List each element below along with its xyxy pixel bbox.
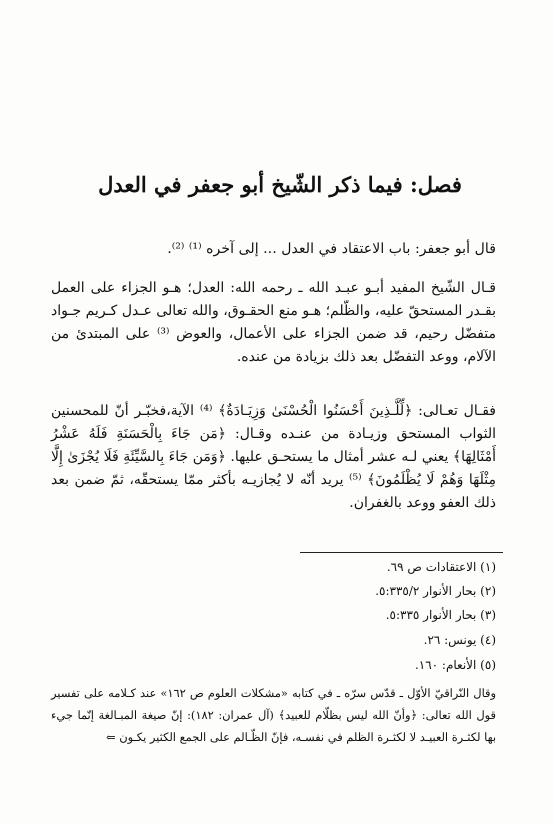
footnote-5: (٥) الأنعام: ١٦٠. (414, 658, 496, 672)
footnote-4: (٤) يونس: ٢٦. (423, 633, 496, 647)
paragraph-2: فقـال تعـالى: ﴿لِّلَّـذِينَ أَحْسَنُوا الْحُسْنَىٰ وَزِيَـادَةٌ﴾ ⁽⁴⁾ الآية،فخبّـر أنّ للمحسنين الثواب المستحق وزيـادة من عنـده وقـال: ﴿مَن جَاءَ بِالْحَسَنَةِ فَلَهُ عَشْرُ أَمْثَالِهَا﴾ يعني لـه عشر أمثال ما يستحـق عليها. ﴿وَمَن جَاءَ بِالسَّيِّئَةِ فَلَا يُجْزَىٰ إِلَّا مِثْلَهَا وَهُمْ لَا يُظْلَمُونَ﴾ ⁽⁵⁾ يريد أنّه لا يُجازيـه بأكثر ممّا يستحقّه، ثمّ ضمن بعد ذلك العفو ووعد بالغفران. (51, 403, 496, 511)
intro-line: قال أبو جعفر: باب الاعتقاد في العدل ... إلى آخره ⁽¹⁾ ⁽²⁾. (167, 241, 496, 257)
footnote-1: (١) الاعتقادات ص ٦٩. (386, 560, 496, 574)
section-title: فصل: فيما ذكر الشّيخ أبو جعفر في العدل (98, 172, 462, 197)
footnote-2: (٢) بحار الأنوار ٥:٣٣٥/٢. (375, 584, 496, 598)
paragraph-1: قـال الشّيخ المفيد أبـو عبـد الله ـ رحمه الله: العدل؛ هـو الجزاء على العمل بقـدر المستحقّ عليه، والظّلم؛ هـو منع الحقـوق، والله تعالى عـدل كـريم جـواد متفضّل رحيم، قد ضمن الجزاء على الأعمال، والعوض ⁽³⁾ على المبتدئ من الآلام، ووعد التفضّل بعد ذلك بزيادة من عنده. (51, 280, 496, 365)
footnote-commentary: وقال النّراقيّ الأوّل ـ قدّس سرّه ـ في كتابه «مشكلات العلوم ص ١٦٢» عند كـلامه على تفسير قول الله تعالى: ﴿وأنّ الله ليس بظلّام للعبيد﴾ (آل عمران: ١٨٢): إنّ صيغة المبـالغة إنّما جيء بها لكثـرة العبيـد لا لكثـرة الظلم في نفسـه، فإنّ الظّـالم على الجمع الكثير يكـون ⇐ (51, 686, 496, 744)
footnote-separator (300, 552, 503, 553)
footnote-3: (٣) بحار الأنوار ٥:٣٣٥. (385, 608, 496, 622)
